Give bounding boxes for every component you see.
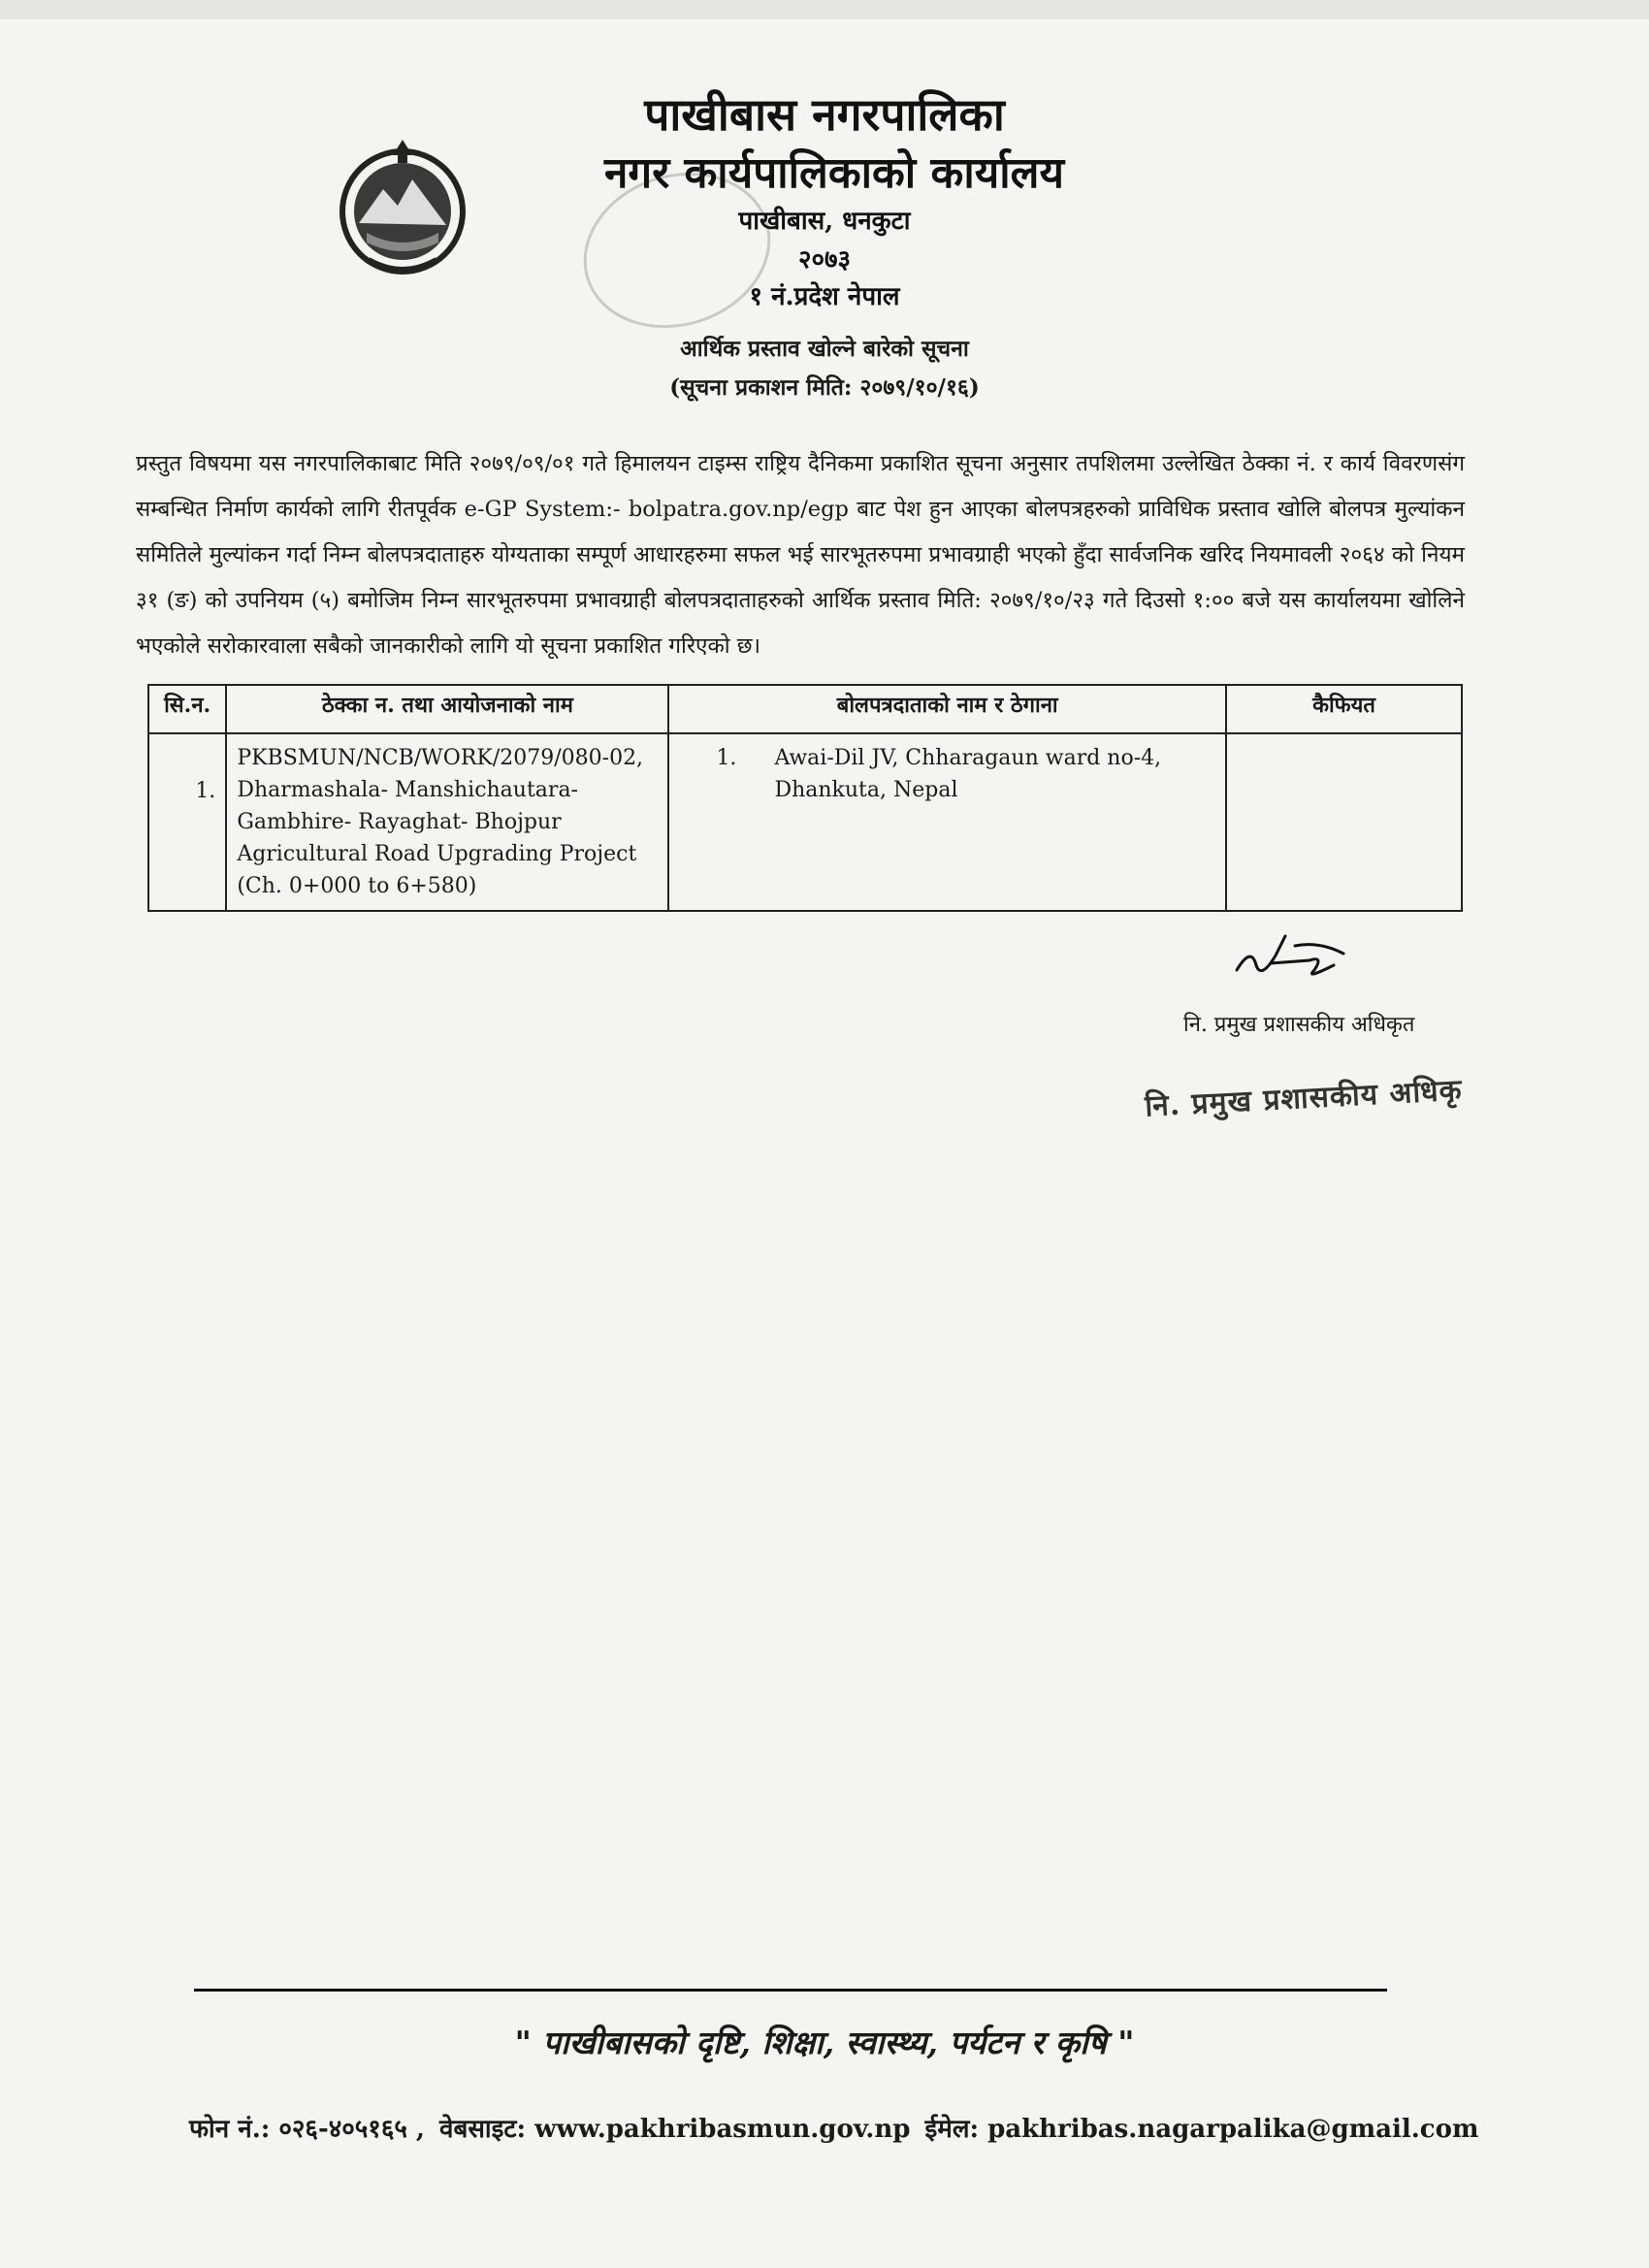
header-bidder: बोलपत्रदाताको नाम र ठेगाना	[668, 685, 1226, 733]
notice-publish-date: (सूचना प्रकाशन मिति: २०७९/१०/१६)	[669, 374, 980, 401]
tender-table	[147, 684, 1463, 912]
established-year: २०७३	[797, 245, 852, 275]
header-serial: सि.न.	[148, 685, 226, 733]
footer-phone: फोन नं.: ०२६-४०५१६५ ,	[189, 2115, 425, 2144]
signatory-designation: नि. प्रमुख प्रशासकीय अधिकृत	[1183, 1013, 1415, 1037]
row-remarks	[1226, 733, 1462, 911]
table-header-row	[148, 685, 1462, 733]
header-project: ठेक्का न. तथा आयोजनाको नाम	[226, 685, 668, 733]
row-bidder-cell	[668, 733, 1226, 911]
table-row	[148, 733, 1462, 911]
header-remarks: कैफियत	[1226, 685, 1462, 733]
footer-email: ईमेल: pakhribas.nagarpalika@gmail.com	[924, 2115, 1479, 2144]
province-name: १ नं.प्रदेश नेपाल	[749, 282, 900, 311]
scan-edge	[0, 0, 1649, 19]
row-project: PKBSMUN/NCB/WORK/2079/080-02, Dharmashala- Manshichautara- Gambhire- Rayaghat- Bhojpur Agricultural Road Upgrading Project (Ch. 0+000 to 6+580)	[226, 733, 668, 911]
footer-contact	[189, 2110, 1485, 2145]
office-address: पाखीबास, धनकुटा	[738, 207, 911, 236]
footer-divider	[194, 1989, 1387, 1992]
row-bidder: Awai-Dil JV, Chharagaun ward no-4, Dhankuta, Nepal	[774, 746, 1162, 802]
footer-website: वेबसाइट: www.pakhribasmun.gov.np	[439, 2115, 911, 2144]
office-name: नगर कार्यपालिकाको कार्यालय	[604, 148, 1064, 198]
handwritten-signature	[1217, 926, 1363, 994]
row-bidder-number: 1.	[716, 746, 737, 770]
municipality-name: पाखीबास नगरपालिका	[644, 88, 1005, 141]
signatory-rubber-stamp: नि. प्रमुख प्रशासकीय अधिकृ	[1144, 1073, 1464, 1124]
notice-subject: आर्थिक प्रस्ताव खोल्ने बारेको सूचना	[680, 336, 969, 362]
notice-body: प्रस्तुत विषयमा यस नगरपालिकाबाट मिति २०७९/०९/०१ गते हिमालयन टाइम्स राष्ट्रिय दैनिकमा प्रकाशित सूचना अनुसार तपशिलमा उल्लेखित ठेक्का नं. र कार्य विवरणसंग सम्बन्धित निर्माण कार्यको लागि रीतपूर्वक e-GP System:- bolpatra.gov.np/egp बाट पेश हुन आएका बोलपत्रहरुको प्राविधिक प्रस्ताव खोलि बोलपत्र मुल्यांकन समितिले मुल्यांकन गर्दा निम्न बोलपत्रदाताहरु योग्यताका सम्पूर्ण आधारहरुमा सफल भई सारभूतरुपमा प्रभावग्राही भएको हुँदा सार्वजनिक खरिद नियमावली २०६४ को नियम ३१ (ङ) को उपनियम (५) बमोजिम निम्न सारभूतरुपमा प्रभावग्राही बोलपत्रदाताहरुको आर्थिक प्रस्ताव मिति: २०७९/१०/२३ गते दिउसो १:०० बजे यस कार्यालयमा खोलिने भएकोले सरोकारवाला सबैको जानकारीको लागि यो सूचना प्रकाशित गरिएको छ।	[136, 451, 1465, 659]
row-serial: 1.	[148, 733, 226, 911]
footer-slogan: " पाखीबासको दृष्टि, शिक्षा, स्वास्थ्य, पर्यटन र कृषि "	[514, 2024, 1135, 2061]
